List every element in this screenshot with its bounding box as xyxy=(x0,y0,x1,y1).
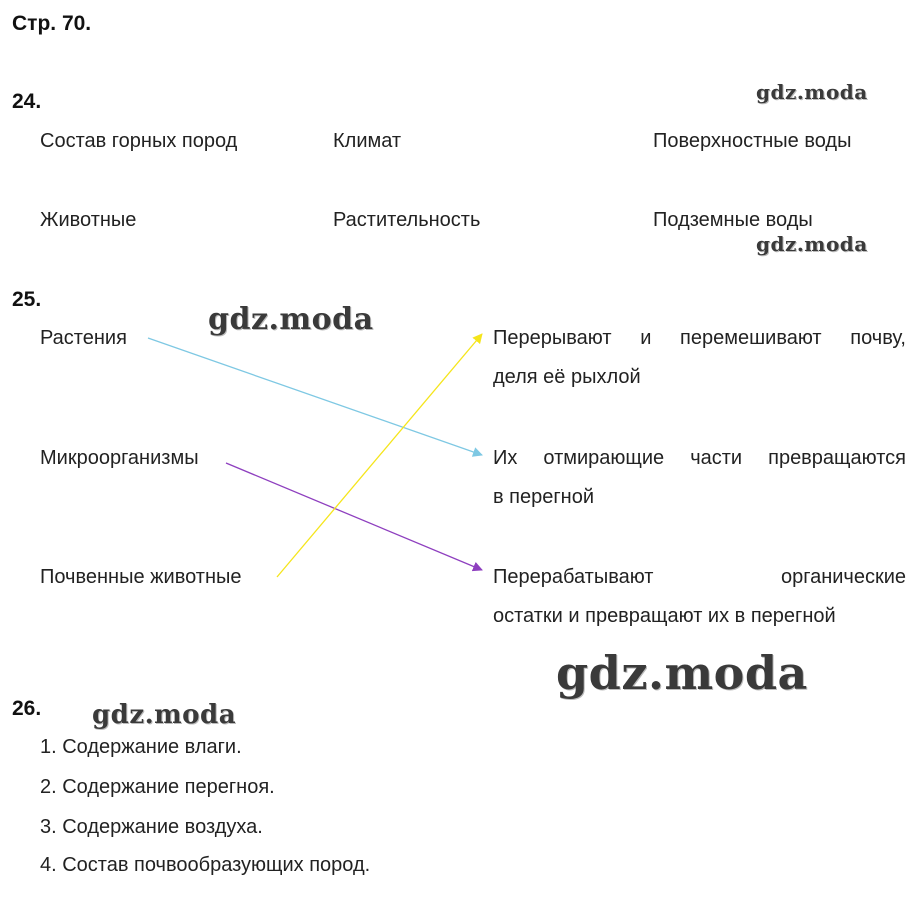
arrow-plants-to-dead-parts xyxy=(148,338,482,455)
watermark-logo: gdz.moda xyxy=(92,700,237,730)
justified-line: Перерабатывают органические xyxy=(493,566,906,588)
arrow-soil-animals-to-mixing xyxy=(277,334,482,577)
task-26-item: 2. Содержание перегноя. xyxy=(40,776,275,798)
task-25-left-item: Почвенные животные xyxy=(40,566,242,588)
task-24-item: Животные xyxy=(40,209,137,231)
task-24-item: Подземные воды xyxy=(653,209,813,231)
task-25-left-item: Растения xyxy=(40,327,127,349)
task-25-right-item: Перерывают и перемешивают почву, деля её рыхлой xyxy=(493,327,906,388)
task-26-item: 4. Состав почвообразующих пород. xyxy=(40,854,371,876)
arrow-microorganisms-to-processing xyxy=(226,463,482,570)
task-26-item: 3. Содержание воздуха. xyxy=(40,816,263,838)
task-25-number: 25. xyxy=(12,288,42,311)
task-24-item: Климат xyxy=(333,130,402,152)
watermark-logo: gdz.moda xyxy=(208,302,374,337)
justified-line: Перерывают и перемешивают почву, xyxy=(493,327,906,349)
watermark-logo: gdz.moda xyxy=(556,646,808,700)
task-26-item: 1. Содержание влаги. xyxy=(40,736,242,758)
task-26-number: 26. xyxy=(12,697,42,720)
task-25-right-item: Их отмирающие части превращаются в перегной xyxy=(493,447,906,508)
justified-line: Их отмирающие части превращаются xyxy=(493,447,906,469)
task-24-number: 24. xyxy=(12,90,42,113)
task-24-item: Состав горных пород xyxy=(40,130,238,152)
watermark-logo: gdz.moda xyxy=(756,80,868,104)
task-25-left-item: Микроорганизмы xyxy=(40,447,199,469)
task-24-item: Растительность xyxy=(333,209,481,231)
page-heading: Стр. 70. xyxy=(12,12,92,35)
task-24-item: Поверхностные воды xyxy=(653,130,852,152)
task-25-right-item: Перерабатывают органические остатки и превращают их в перегной xyxy=(493,566,906,627)
watermark-logo: gdz.moda xyxy=(756,232,868,256)
